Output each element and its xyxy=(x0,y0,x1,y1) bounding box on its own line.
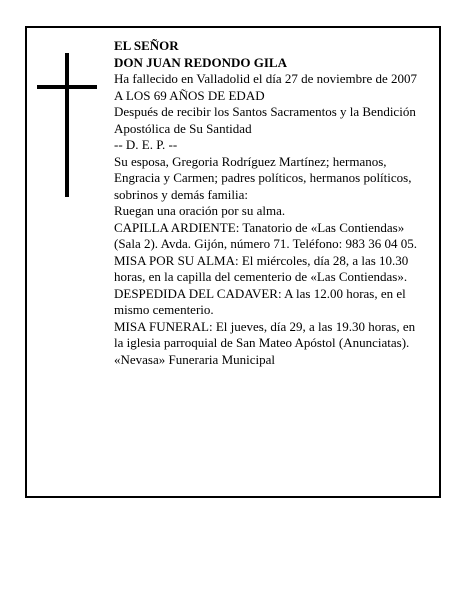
deceased-name: DON JUAN REDONDO GILA xyxy=(114,54,287,70)
obituary-text xyxy=(114,38,424,368)
prayer-request: Ruegan una oración por su alma. xyxy=(114,203,286,218)
funeral-home: «Nevasa» Funeraria Municipal xyxy=(114,351,276,367)
cross-icon xyxy=(37,53,97,197)
cross-horizontal-bar xyxy=(37,85,97,89)
family-statement: Su esposa, Gregoria Rodríguez Martínez; hermanos, Engracia y Carmen; padres políticos, hermanos políticos, sobrinos y demás familia: xyxy=(114,153,412,202)
funeral-info: MISA FUNERAL: El jueves, día 29, a las 19.30 horas, en la iglesia parroquial de San Mateo Apóstol (Anunciatas). xyxy=(114,318,416,350)
farewell-info: DESPEDIDA DEL CADAVER: A las 12.00 horas, en el mismo cementerio. xyxy=(114,285,406,317)
mass-info: MISA POR SU ALMA: El miércoles, día 28, a las 10.30 horas, en la capilla del cementerio de «Las Contiendas». xyxy=(114,252,409,284)
sacraments-statement: Después de recibir los Santos Sacramentos y la Bendición Apostólica de Su Santidad xyxy=(114,104,416,136)
rip-statement: -- D. E. P. -- xyxy=(114,137,178,152)
chapel-info: CAPILLA ARDIENTE: Tanatorio de «Las Contiendas» (Sala 2). Avda. Gijón, número 71. Teléfono: 983 36 04 05. xyxy=(114,219,417,251)
cross-vertical-bar xyxy=(65,53,69,197)
death-statement: Ha fallecido en Valladolid el día 27 de noviembre de 2007 xyxy=(114,71,417,86)
notice-title: EL SEÑOR xyxy=(114,38,179,53)
age-statement: A LOS 69 AÑOS DE EDAD xyxy=(114,87,265,103)
